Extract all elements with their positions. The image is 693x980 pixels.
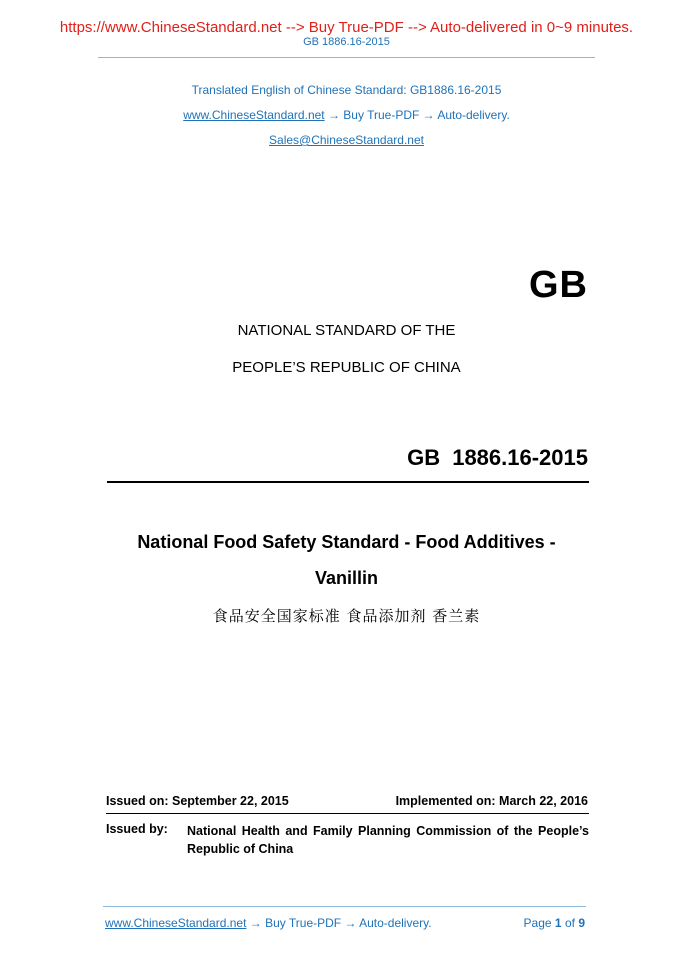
page-current: 1 <box>554 916 562 930</box>
header-standard-code: GB 1886.16-2015 <box>303 36 390 48</box>
implemented-on-date: Implemented on: March 22, 2016 <box>395 794 588 808</box>
site-link[interactable]: www.ChineseStandard.net <box>183 108 325 122</box>
translated-note: Translated English of Chinese Standard: GB1886.16-2015 <box>191 83 502 97</box>
top-banner[interactable]: https://www.ChineseStandard.net --> Buy True-PDF --> Auto-delivered in 0~9 minutes. <box>59 19 634 36</box>
issued-by-label: Issued by: <box>106 822 168 836</box>
gb-logo: GB <box>529 264 588 306</box>
standard-number: GB 1886.16-2015 <box>407 445 588 470</box>
sales-line <box>0 133 693 147</box>
page-indicator <box>524 916 585 930</box>
page-total: 9 <box>578 916 585 930</box>
footer-promo <box>105 916 432 930</box>
document-title-line-2: Vanillin <box>314 568 379 588</box>
issued-by-text: National Health and Family Planning Commission of the People’s Republic of China <box>187 824 589 856</box>
footer-divider <box>103 906 586 907</box>
issue-divider <box>106 813 589 814</box>
page-of: of <box>564 916 575 930</box>
title-divider <box>107 481 589 483</box>
header-divider <box>98 57 595 58</box>
issued-on-date: Issued on: September 22, 2015 <box>106 794 289 808</box>
document-title-line-1: National Food Safety Standard - Food Additives - <box>137 532 556 552</box>
national-standard-line-2: PEOPLE’S REPUBLIC OF CHINA <box>232 359 461 376</box>
chinese-title: 食品安全国家标准 食品添加剂 香兰素 <box>212 607 481 625</box>
promo-line <box>0 108 693 122</box>
page-label: Page <box>523 916 552 930</box>
sales-email-link[interactable]: Sales@ChineseStandard.net <box>269 133 424 147</box>
footer-site-link[interactable]: www.ChineseStandard.net <box>105 916 247 930</box>
national-standard-line-1: NATIONAL STANDARD OF THE <box>237 322 456 339</box>
promo-text: → Buy True-PDF → Auto-delivery. <box>324 108 510 122</box>
footer-promo-text: → Buy True-PDF → Auto-delivery. <box>246 916 432 930</box>
